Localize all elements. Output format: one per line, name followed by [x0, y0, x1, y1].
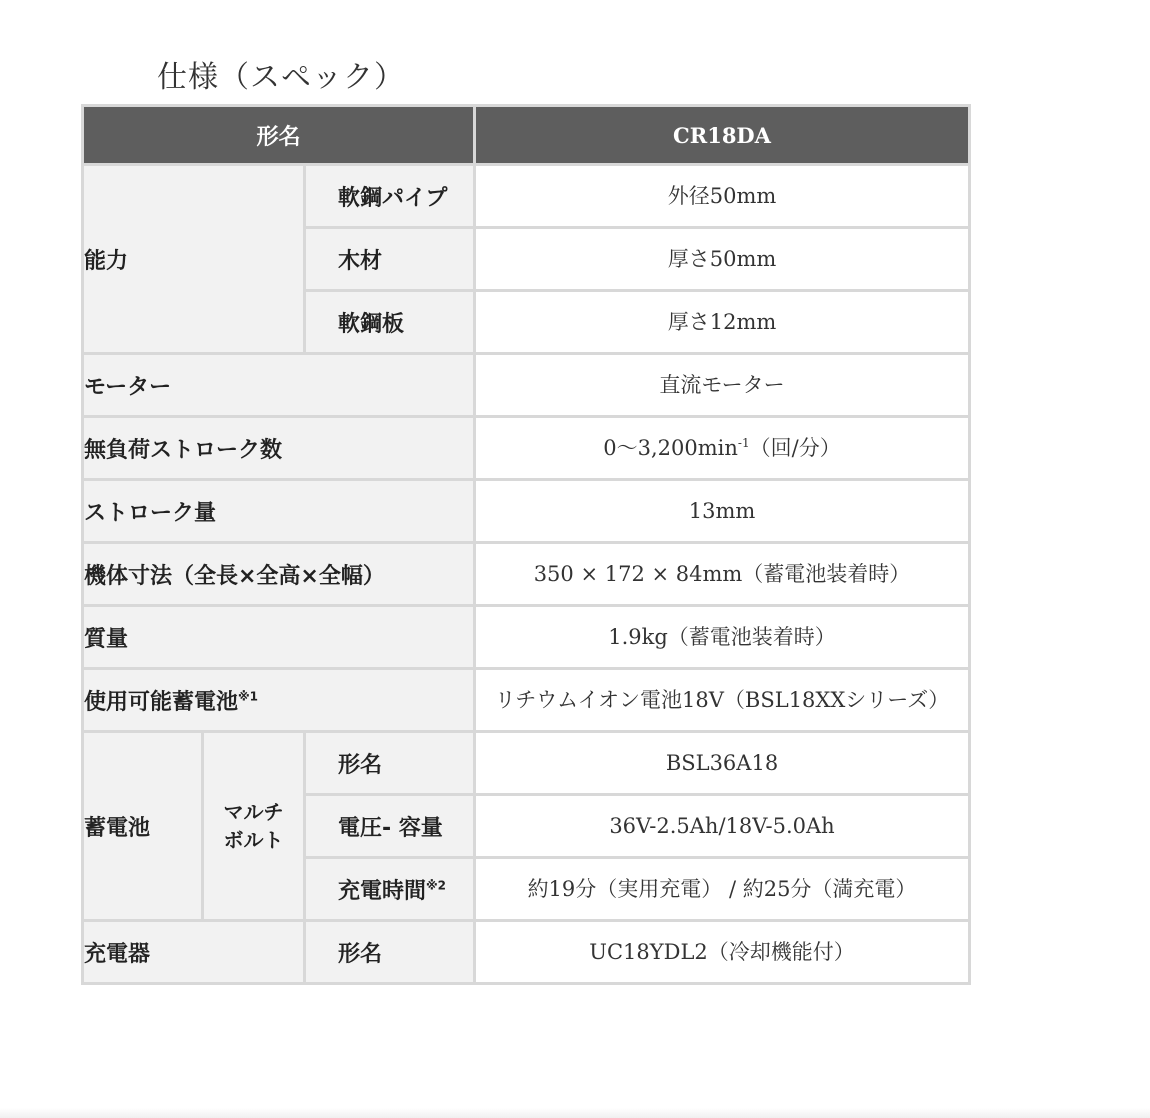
battery-charge-time-text: 充電時間	[338, 878, 427, 904]
table-row	[83, 606, 970, 669]
header-row	[83, 106, 970, 165]
dimensions-label: 機体寸法（全長×全高×全幅）	[83, 543, 475, 606]
header-model: CR18DA	[475, 106, 970, 165]
table-row	[83, 669, 970, 732]
mass-value: 1.9kg（蓄電池装着時）	[475, 606, 970, 669]
page-title: 仕様（スペック）	[157, 60, 405, 95]
capacity-pipe-value: 外径50mm	[475, 165, 970, 228]
battery-model-label: 形名	[305, 732, 475, 795]
usable-battery-value: リチウムイオン電池18V（BSL18XXシリーズ）	[475, 669, 970, 732]
table-row	[83, 921, 970, 984]
charger-model-value: UC18YDL2（冷却機能付）	[475, 921, 970, 984]
table-row	[83, 543, 970, 606]
battery-type-label	[203, 732, 305, 921]
capacity-wood-label: 木材	[305, 228, 475, 291]
battery-type-text: マルチボルト	[223, 800, 284, 852]
footnote-mark-1: ※1	[238, 689, 259, 704]
battery-model-value: BSL36A18	[475, 732, 970, 795]
table-row	[83, 165, 970, 228]
dimensions-value: 350 × 172 × 84mm（蓄電池装着時）	[475, 543, 970, 606]
capacity-pipe-label: 軟鋼パイプ	[305, 165, 475, 228]
table-row	[83, 480, 970, 543]
spec-table	[81, 104, 971, 985]
charger-label: 充電器	[83, 921, 305, 984]
table-row	[83, 417, 970, 480]
table-row	[83, 354, 970, 417]
stroke-rate-value-main: 0～3,200min	[603, 436, 738, 460]
header-label: 形名	[83, 106, 475, 165]
footnote-mark-2: ※2	[426, 878, 447, 893]
capacity-plate-label: 軟鋼板	[305, 291, 475, 354]
stroke-length-label: ストローク量	[83, 480, 475, 543]
bottom-edge	[0, 1108, 1150, 1118]
stroke-rate-label: 無負荷ストローク数	[83, 417, 475, 480]
charger-model-label: 形名	[305, 921, 475, 984]
motor-value: 直流モーター	[475, 354, 970, 417]
battery-label: 蓄電池	[83, 732, 203, 921]
stroke-rate-unit: （回/分）	[749, 436, 841, 460]
motor-label: モーター	[83, 354, 475, 417]
battery-voltage-value: 36V-2.5Ah/18V-5.0Ah	[475, 795, 970, 858]
capacity-wood-value: 厚さ50mm	[475, 228, 970, 291]
usable-battery-label	[83, 669, 475, 732]
capacity-label: 能力	[83, 165, 305, 354]
mass-label: 質量	[83, 606, 475, 669]
battery-charge-time-label	[305, 858, 475, 921]
usable-battery-label-text: 使用可能蓄電池	[84, 689, 239, 715]
battery-voltage-label: 電圧- 容量	[305, 795, 475, 858]
capacity-plate-value: 厚さ12mm	[475, 291, 970, 354]
stroke-rate-exponent: -1	[737, 436, 750, 450]
table-row	[83, 732, 970, 795]
stroke-length-value: 13mm	[475, 480, 970, 543]
battery-charge-time-value: 約19分（実用充電） / 約25分（満充電）	[475, 858, 970, 921]
stroke-rate-value	[475, 417, 970, 480]
